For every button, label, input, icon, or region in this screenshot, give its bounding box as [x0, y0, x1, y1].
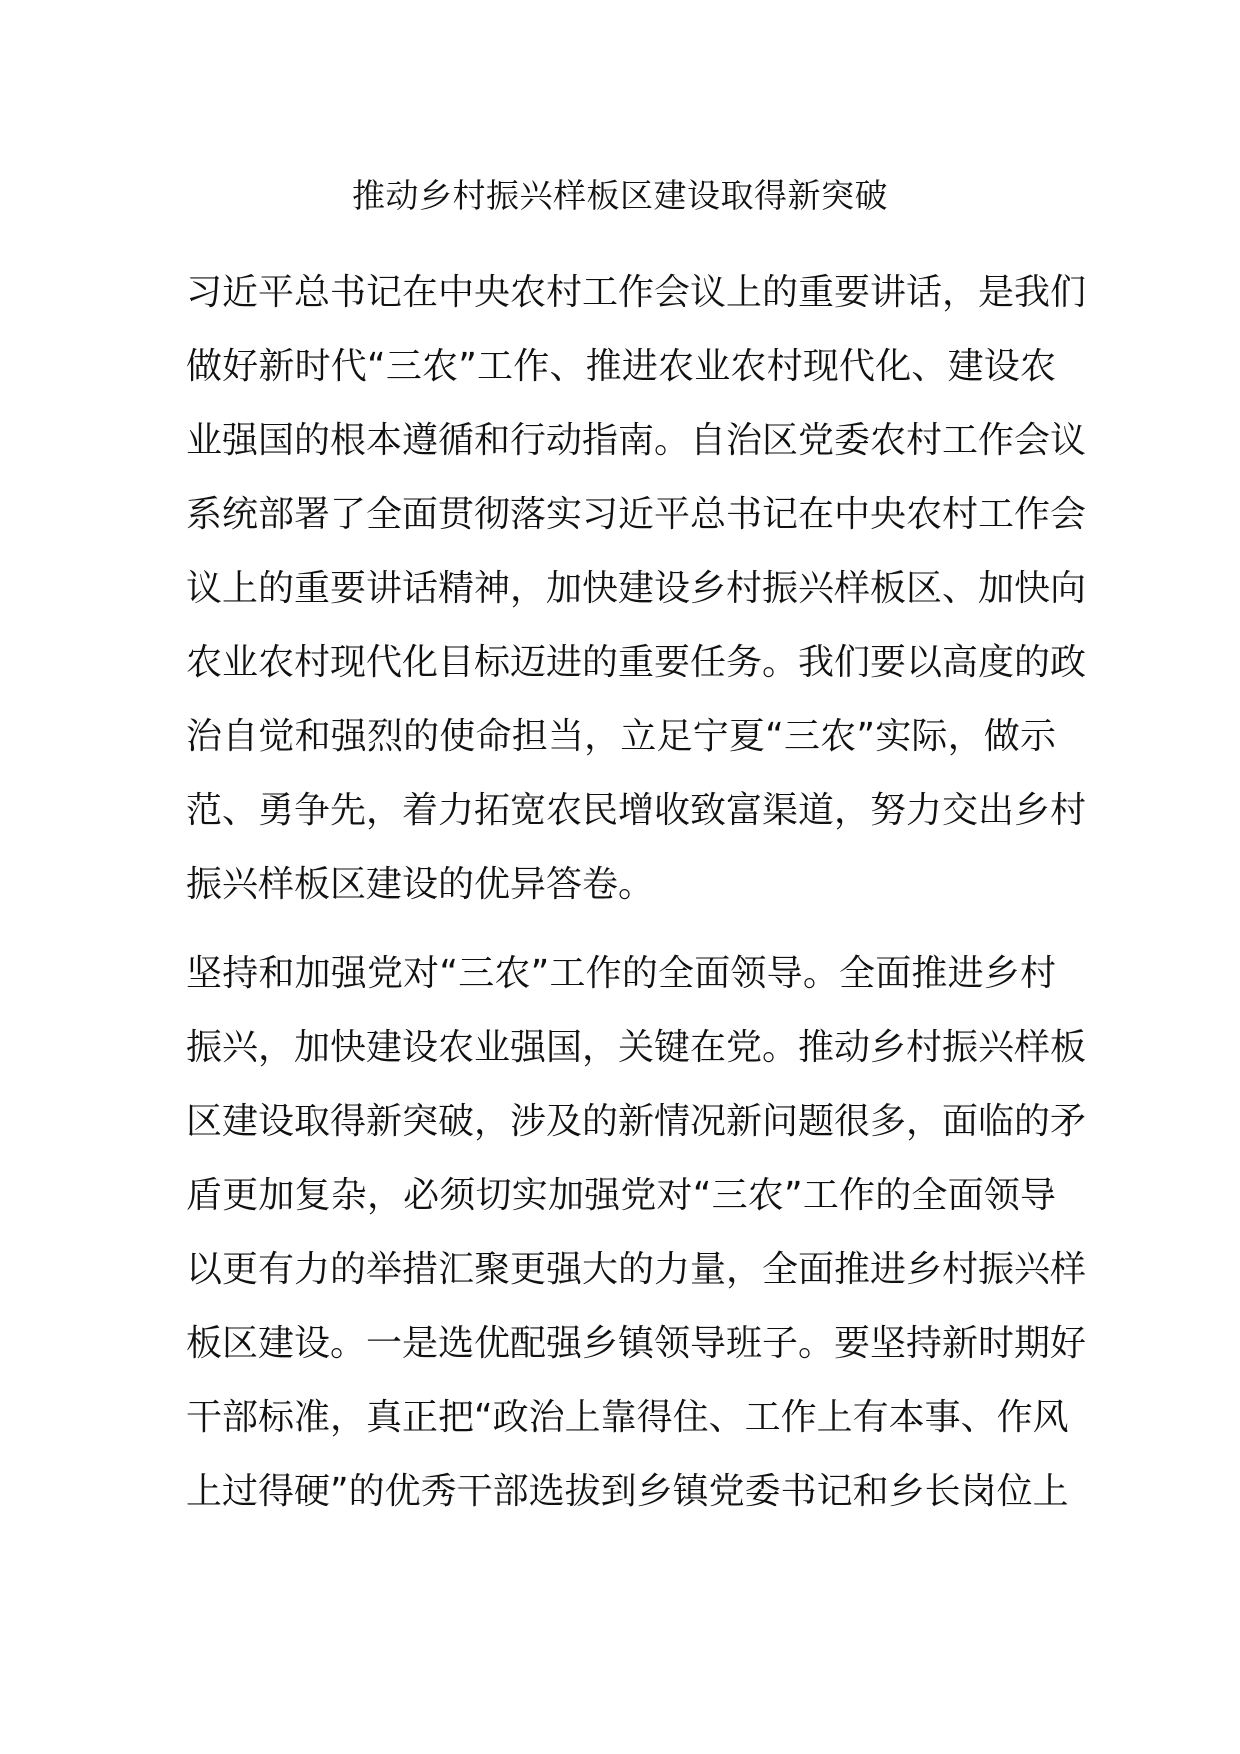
paragraph-line: 上过得硬”的优秀干部选拔到乡镇党委书记和乡长岗位上 — [186, 1471, 1069, 1512]
paragraph-line: 议上的重要讲话精神，加快建设乡村振兴样板区、加快向 — [186, 568, 1087, 609]
paragraph-1 — [186, 256, 1087, 922]
paragraph-line: 业强国的根本遵循和行动指南。自治区党委农村工作会议 — [186, 420, 1087, 461]
paragraph-line: 干部标准，真正把“政治上靠得住、工作上有本事、作风 — [186, 1397, 1069, 1438]
paragraph-line: 盾更加复杂，必须切实加强党对“三农”工作的全面领导 — [186, 1175, 1056, 1216]
paragraph-line: 范、勇争先，着力拓宽农民增收致富渠道，努力交出乡村 — [186, 790, 1087, 831]
document-title: 推动乡村振兴样板区建设取得新突破 — [352, 176, 888, 215]
paragraph-line: 以更有力的举措汇聚更强大的力量，全面推进乡村振兴样 — [186, 1249, 1087, 1290]
paragraph-line: 区建设取得新突破，涉及的新情况新问题很多，面临的矛 — [186, 1101, 1087, 1142]
paragraph-line: 板区建设。一是选优配强乡镇领导班子。要坚持新时期好 — [186, 1323, 1087, 1364]
paragraph-2 — [186, 937, 1087, 1529]
paragraph-line: 系统部署了全面贯彻落实习近平总书记在中央农村工作会 — [186, 494, 1087, 535]
paragraph-line: 做好新时代“三农”工作、推进农业农村现代化、建设农 — [186, 346, 1056, 387]
paragraph-line: 振兴，加快建设农业强国，关键在党。推动乡村振兴样板 — [186, 1027, 1087, 1068]
paragraph-line: 治自觉和强烈的使命担当，立足宁夏“三农”实际，做示 — [186, 716, 1056, 757]
paragraph-line: 习近平总书记在中央农村工作会议上的重要讲话，是我们 — [186, 272, 1087, 313]
paragraph-line: 振兴样板区建设的优异答卷。 — [186, 864, 655, 905]
paragraph-line: 坚持和加强党对“三农”工作的全面领导。全面推进乡村 — [186, 953, 1056, 994]
paragraph-line: 农业农村现代化目标迈进的重要任务。我们要以高度的政 — [186, 642, 1087, 683]
